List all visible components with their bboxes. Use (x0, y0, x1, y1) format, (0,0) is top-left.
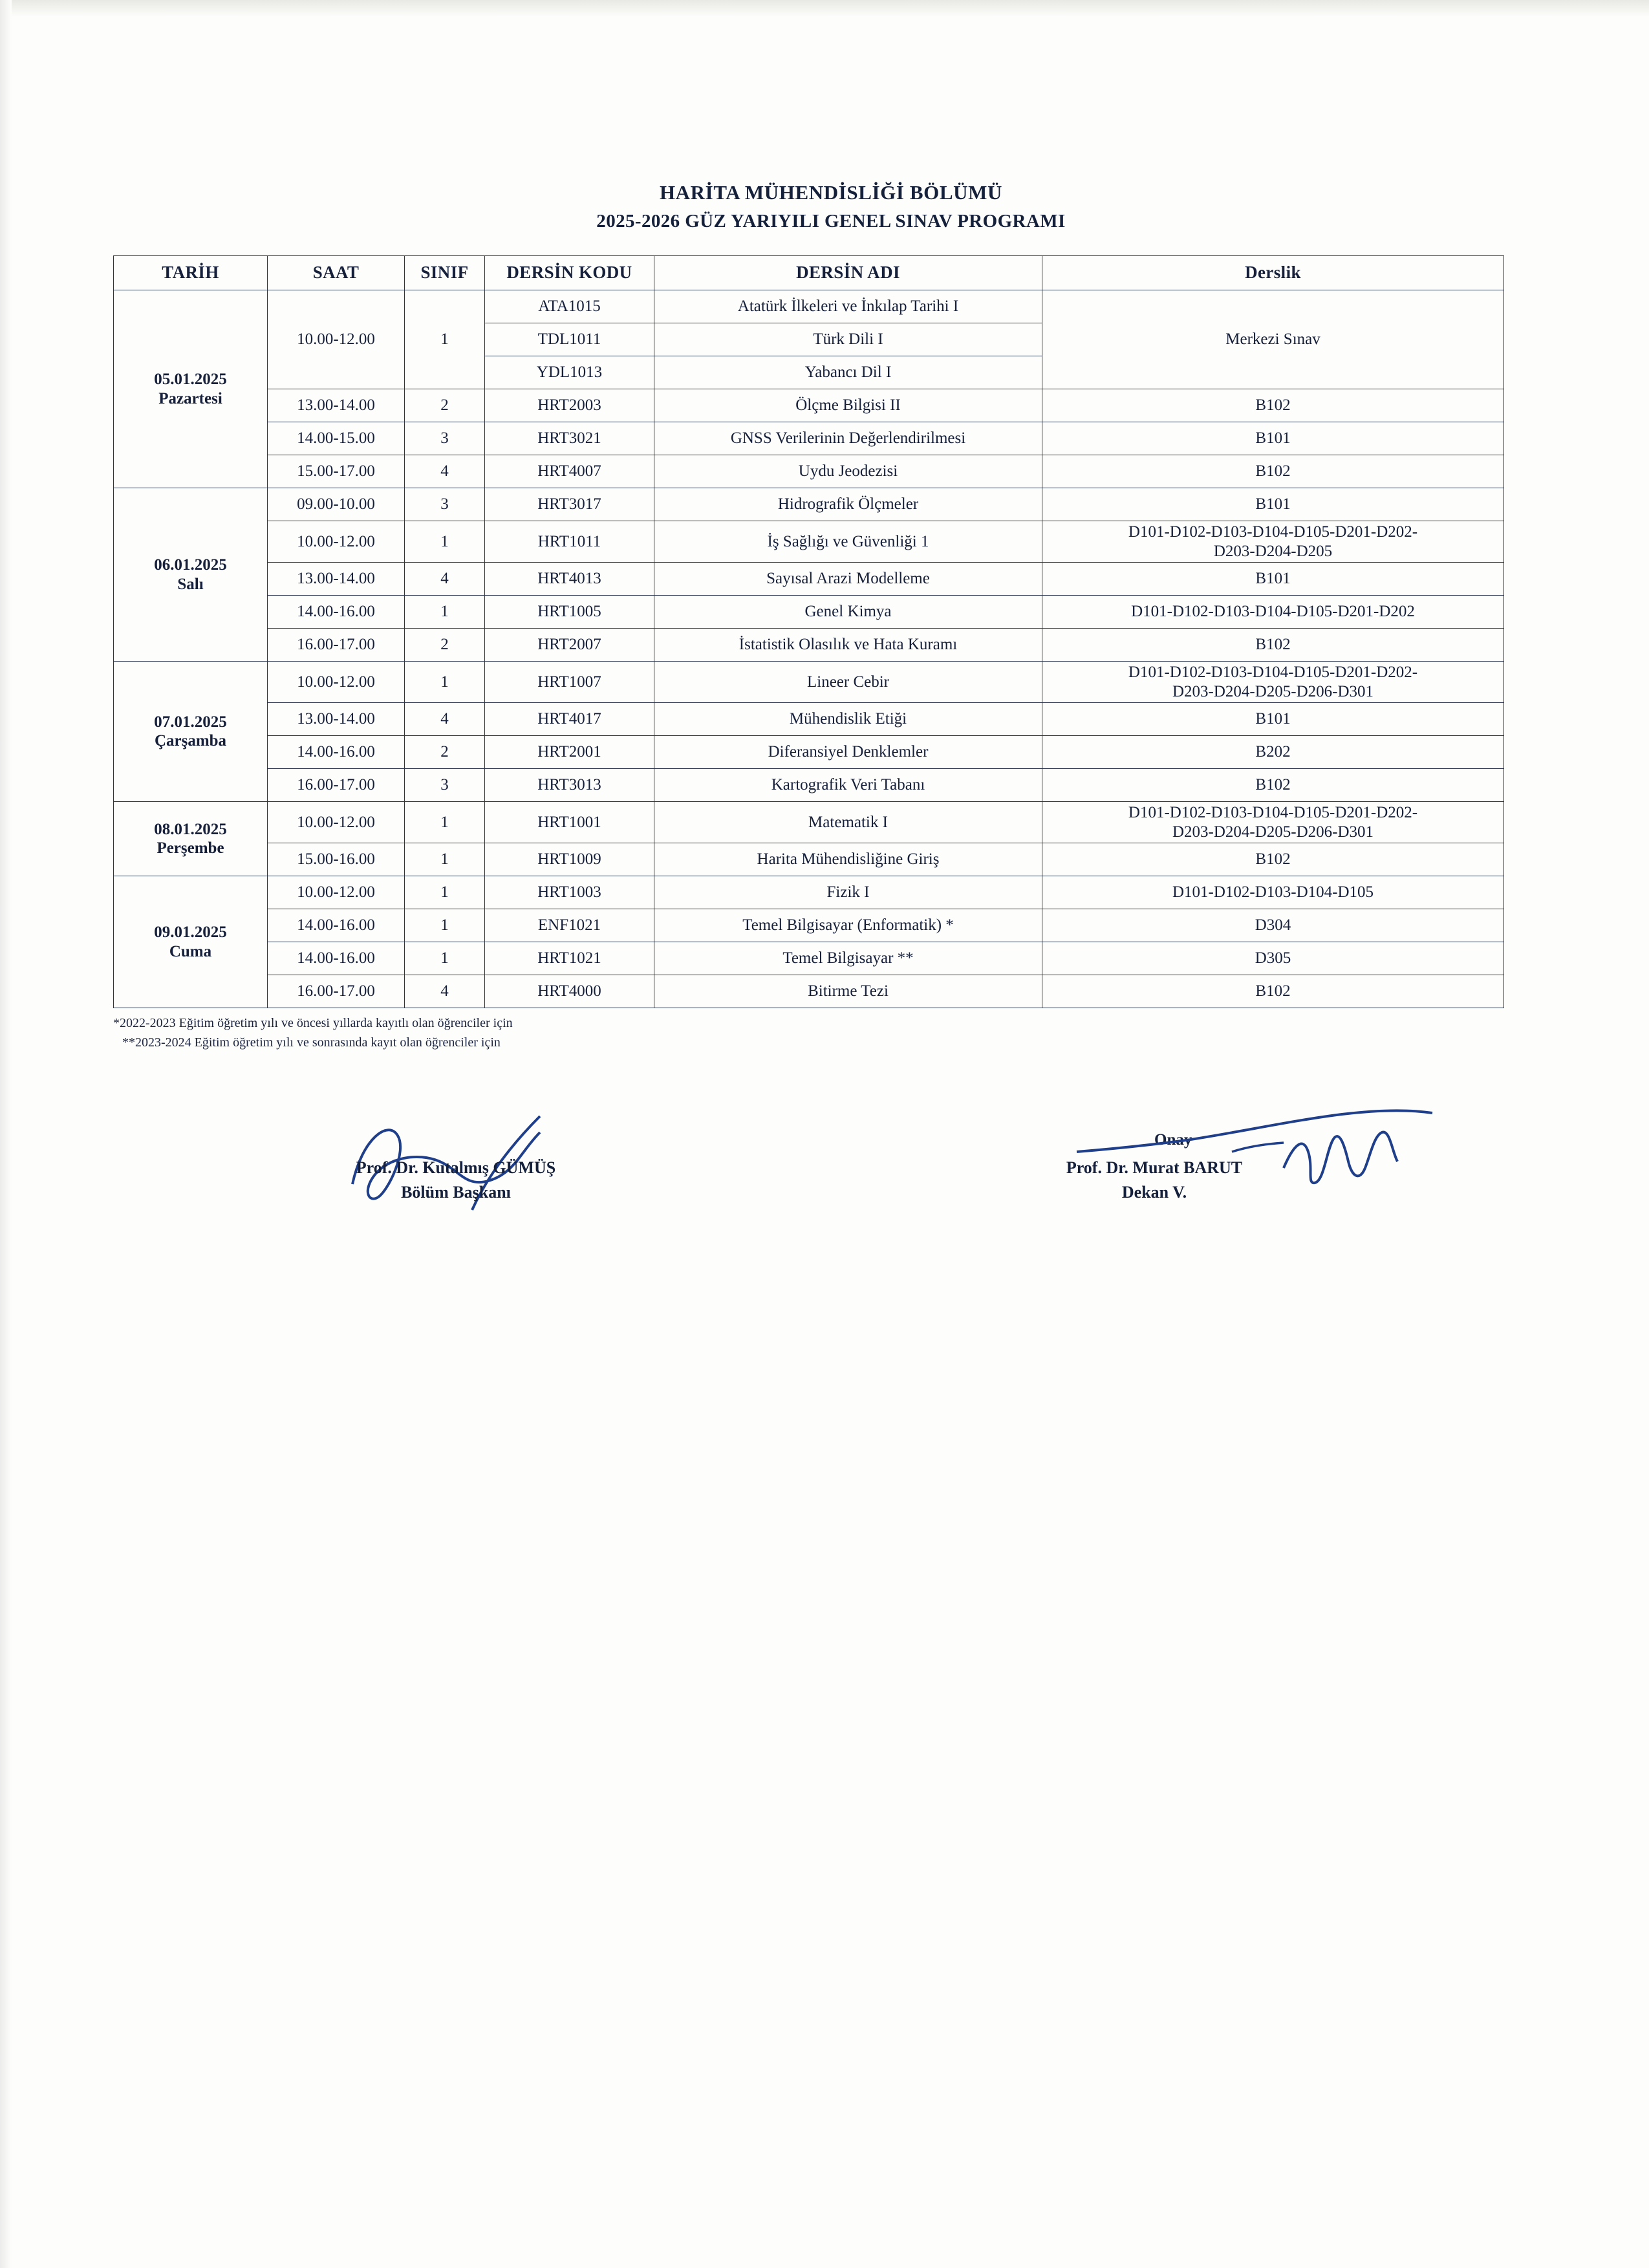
cell-saat: 09.00-10.00 (268, 488, 405, 521)
signature-left (275, 1156, 637, 1204)
cell-ders-kodu: ATA1015 (485, 290, 654, 323)
table-row (114, 802, 1504, 843)
footnote-one: *2022-2023 Eğitim öğretim yılı ve öncesi yıllarda kayıtlı olan öğrenciler için (113, 1016, 513, 1030)
cell-saat: 15.00-16.00 (268, 843, 405, 876)
cell-ders-kodu: HRT4007 (485, 455, 654, 488)
table-row (114, 843, 1504, 876)
cell-sinif: 1 (405, 662, 485, 703)
cell-ders-kodu: HRT1007 (485, 662, 654, 703)
cell-ders-adi: Mühendislik Etiği (654, 703, 1042, 736)
cell-ders-adi: Lineer Cebir (654, 662, 1042, 703)
signature-area (113, 1107, 1536, 1236)
cell-derslik: Merkezi Sınav (1042, 290, 1504, 389)
column-header-ad: DERSİN ADI (654, 256, 1042, 290)
column-header-tarih: TARİH (114, 256, 268, 290)
cell-ders-adi: Hidrografik Ölçmeler (654, 488, 1042, 521)
cell-ders-adi: Uydu Jeodezisi (654, 455, 1042, 488)
cell-derslik: D101-D102-D103-D104-D105-D201-D202- D203-D204-D205-D206-D301 (1042, 802, 1504, 843)
cell-ders-adi: GNSS Verilerinin Değerlendirilmesi (654, 422, 1042, 455)
scan-edge-top (0, 0, 1649, 17)
left-signer-title: Bölüm Başkanı (401, 1182, 511, 1202)
cell-tarih: 09.01.2025 Cuma (114, 876, 268, 1008)
cell-derslik: B101 (1042, 563, 1504, 596)
cell-sinif: 1 (405, 876, 485, 909)
cell-saat: 13.00-14.00 (268, 703, 405, 736)
signature-right (973, 1156, 1335, 1204)
left-signer-name: Prof. Dr. Kutalmış GÜMÜŞ (356, 1158, 556, 1177)
cell-ders-kodu: HRT2001 (485, 736, 654, 769)
cell-derslik: B102 (1042, 769, 1504, 802)
cell-tarih: 06.01.2025 Salı (114, 488, 268, 662)
table-row (114, 909, 1504, 942)
cell-ders-kodu: HRT4000 (485, 975, 654, 1008)
cell-saat: 16.00-17.00 (268, 975, 405, 1008)
cell-ders-adi: Türk Dili I (654, 323, 1042, 356)
cell-ders-kodu: HRT1005 (485, 596, 654, 629)
cell-saat: 16.00-17.00 (268, 629, 405, 662)
cell-derslik: D101-D102-D103-D104-D105-D201-D202 (1042, 596, 1504, 629)
table-row (114, 596, 1504, 629)
table-header-row (114, 256, 1504, 290)
table-row (114, 703, 1504, 736)
cell-ders-kodu: YDL1013 (485, 356, 654, 389)
table-row (114, 876, 1504, 909)
cell-sinif: 1 (405, 942, 485, 975)
cell-ders-kodu: ENF1021 (485, 909, 654, 942)
right-signer-name: Prof. Dr. Murat BARUT (1066, 1158, 1243, 1177)
cell-saat: 14.00-16.00 (268, 909, 405, 942)
cell-ders-adi: Sayısal Arazi Modelleme (654, 563, 1042, 596)
cell-ders-adi: Atatürk İlkeleri ve İnkılap Tarihi I (654, 290, 1042, 323)
cell-sinif: 4 (405, 975, 485, 1008)
document-body (113, 181, 1536, 1236)
cell-tarih: 05.01.2025 Pazartesi (114, 290, 268, 488)
cell-sinif: 1 (405, 521, 485, 563)
cell-ders-kodu: HRT4013 (485, 563, 654, 596)
cell-saat: 14.00-16.00 (268, 736, 405, 769)
cell-derslik: D101-D102-D103-D104-D105-D201-D202- D203-D204-D205 (1042, 521, 1504, 563)
table-row (114, 290, 1504, 323)
table-row (114, 629, 1504, 662)
cell-ders-adi: Ölçme Bilgisi II (654, 389, 1042, 422)
cell-ders-kodu: HRT1009 (485, 843, 654, 876)
table-row (114, 455, 1504, 488)
cell-derslik: B202 (1042, 736, 1504, 769)
table-row (114, 422, 1504, 455)
cell-ders-adi: İş Sağlığı ve Güvenliği 1 (654, 521, 1042, 563)
cell-derslik: B102 (1042, 629, 1504, 662)
cell-ders-adi: Matematik I (654, 802, 1042, 843)
cell-derslik: B101 (1042, 422, 1504, 455)
cell-sinif: 4 (405, 455, 485, 488)
cell-saat: 10.00-12.00 (268, 290, 405, 389)
cell-sinif: 1 (405, 290, 485, 389)
cell-sinif: 4 (405, 703, 485, 736)
cell-ders-kodu: HRT3017 (485, 488, 654, 521)
cell-ders-adi: Temel Bilgisayar ** (654, 942, 1042, 975)
title-department: HARİTA MÜHENDİSLİĞİ BÖLÜMÜ (659, 181, 1003, 204)
cell-derslik: B102 (1042, 843, 1504, 876)
title-exam-program: 2025-2026 GÜZ YARIYILI GENEL SINAV PROGRAMI (596, 211, 1066, 232)
column-header-saat: SAAT (268, 256, 405, 290)
cell-sinif: 3 (405, 422, 485, 455)
cell-ders-kodu: HRT1011 (485, 521, 654, 563)
cell-sinif: 1 (405, 802, 485, 843)
cell-ders-adi: Bitirme Tezi (654, 975, 1042, 1008)
document-title (126, 181, 1536, 232)
cell-sinif: 4 (405, 563, 485, 596)
table-row (114, 662, 1504, 703)
cell-ders-kodu: HRT2003 (485, 389, 654, 422)
cell-derslik: D304 (1042, 909, 1504, 942)
cell-saat: 10.00-12.00 (268, 521, 405, 563)
footnote-two: **2023-2024 Eğitim öğretim yılı ve sonrasında kayıt olan öğrenciler için (122, 1035, 501, 1050)
cell-sinif: 1 (405, 843, 485, 876)
cell-ders-kodu: HRT4017 (485, 703, 654, 736)
column-header-derslik: Derslik (1042, 256, 1504, 290)
cell-derslik: B102 (1042, 975, 1504, 1008)
cell-derslik: B102 (1042, 455, 1504, 488)
cell-sinif: 2 (405, 389, 485, 422)
approval-label: Onay (1154, 1131, 1192, 1149)
table-row (114, 942, 1504, 975)
cell-ders-kodu: HRT2007 (485, 629, 654, 662)
cell-saat: 10.00-12.00 (268, 802, 405, 843)
table-row (114, 769, 1504, 802)
cell-saat: 15.00-17.00 (268, 455, 405, 488)
cell-saat: 10.00-12.00 (268, 876, 405, 909)
table-row (114, 488, 1504, 521)
cell-sinif: 1 (405, 909, 485, 942)
cell-sinif: 1 (405, 596, 485, 629)
table-row (114, 521, 1504, 563)
cell-ders-kodu: HRT1003 (485, 876, 654, 909)
cell-ders-adi: Yabancı Dil I (654, 356, 1042, 389)
cell-saat: 14.00-16.00 (268, 596, 405, 629)
column-header-sinif: SINIF (405, 256, 485, 290)
cell-derslik: B102 (1042, 389, 1504, 422)
table-body (114, 290, 1504, 1008)
cell-tarih: 08.01.2025 Perşembe (114, 802, 268, 876)
cell-ders-adi: Genel Kimya (654, 596, 1042, 629)
table-row (114, 736, 1504, 769)
scan-edge-left (0, 0, 12, 2268)
cell-ders-kodu: HRT3013 (485, 769, 654, 802)
table-row (114, 563, 1504, 596)
cell-ders-adi: İstatistik Olasılık ve Hata Kuramı (654, 629, 1042, 662)
cell-derslik: D101-D102-D103-D104-D105 (1042, 876, 1504, 909)
cell-saat: 13.00-14.00 (268, 389, 405, 422)
cell-ders-kodu: TDL1011 (485, 323, 654, 356)
cell-tarih: 07.01.2025 Çarşamba (114, 662, 268, 802)
exam-schedule-table (113, 255, 1504, 1008)
cell-ders-adi: Diferansiyel Denklemler (654, 736, 1042, 769)
table-row (114, 389, 1504, 422)
cell-ders-kodu: HRT1021 (485, 942, 654, 975)
right-signer-title: Dekan V. (1121, 1182, 1187, 1202)
table-row (114, 975, 1504, 1008)
cell-ders-adi: Kartografik Veri Tabanı (654, 769, 1042, 802)
cell-saat: 14.00-16.00 (268, 942, 405, 975)
cell-sinif: 3 (405, 488, 485, 521)
cell-sinif: 3 (405, 769, 485, 802)
cell-derslik: B101 (1042, 488, 1504, 521)
column-header-kod: DERSİN KODU (485, 256, 654, 290)
cell-saat: 16.00-17.00 (268, 769, 405, 802)
cell-ders-adi: Fizik I (654, 876, 1042, 909)
cell-ders-kodu: HRT1001 (485, 802, 654, 843)
cell-saat: 13.00-14.00 (268, 563, 405, 596)
footnotes (113, 1013, 1536, 1052)
cell-saat: 10.00-12.00 (268, 662, 405, 703)
cell-sinif: 2 (405, 736, 485, 769)
cell-ders-kodu: HRT3021 (485, 422, 654, 455)
cell-derslik: D305 (1042, 942, 1504, 975)
cell-sinif: 2 (405, 629, 485, 662)
cell-saat: 14.00-15.00 (268, 422, 405, 455)
cell-ders-adi: Harita Mühendisliğine Giriş (654, 843, 1042, 876)
cell-derslik: B101 (1042, 703, 1504, 736)
cell-derslik: D101-D102-D103-D104-D105-D201-D202- D203-D204-D205-D206-D301 (1042, 662, 1504, 703)
cell-ders-adi: Temel Bilgisayar (Enformatik) * (654, 909, 1042, 942)
